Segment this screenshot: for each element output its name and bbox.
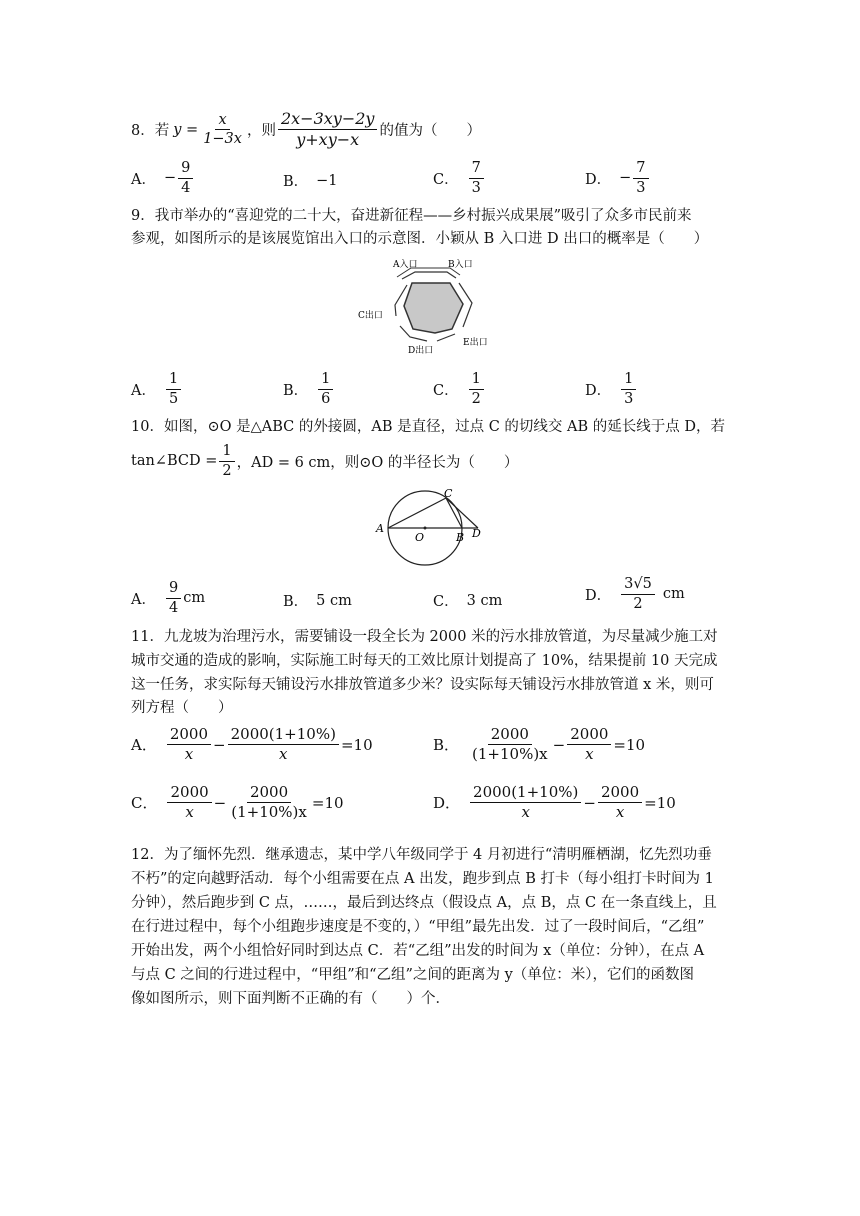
fig-label-c: C <box>444 488 453 500</box>
q12-line-1: 12．为了缅怀先烈．继承遗志，某中学八年级同学于 4 月初进行“清明雁栖湖，忆先烈功垂 <box>131 847 712 863</box>
q12-line-4: 在行进过程中，每个小组跑步速度是不变的，）“甲组”最先出发．过了一段时间后，“乙组” <box>131 919 705 935</box>
q11-line-2: 城市交通的造成的影响，实际施工时每天的工效比原计划提高了 10%，结果提前 10 天完成 <box>131 653 718 669</box>
q11-option-c[interactable]: C． $\frac{2000}{x}$ − $\frac{2000}{(1+10\%)x}$ =10 <box>131 783 344 822</box>
fig-label-d: D <box>472 527 481 540</box>
q8-y-eq: y = <box>173 121 199 138</box>
q8-option-c[interactable]: C． $\frac{7}{3}$ <box>433 160 486 196</box>
q10-line-1: 10．如图，⊙O 是△ABC 的外接圆，AB 是直径，过点 C 的切线交 AB 的延长线于点 D，若 <box>131 419 725 435</box>
q10-line-2: tan∠BCD = $\frac{1}{2}$ ，AD = 6 cm，则⊙O 的半径长为（ ） <box>131 443 519 479</box>
fig-label-o: O <box>415 531 425 544</box>
q12-line-3: 分钟），然后跑步到 C 点，……，最后到达终点（假设点 A，点 B，点 C 在一条直线上，且 <box>131 895 717 911</box>
q9-line-2: 参观，如图所示的是该展览馆出入口的示意图．小颖从 B 入口进 D 出口的概率是（ ） <box>131 231 709 247</box>
q11-line-4: 列方程（ ） <box>131 700 233 716</box>
fig-label-b: B <box>456 531 465 544</box>
circle-figure <box>370 488 490 568</box>
q11-option-d[interactable]: D． $\frac{2000(1+10\%)}{x}$ − $\frac{2000}{x}$ =10 <box>433 783 676 822</box>
q9-line-1: 9．我市举办的“喜迎党的二十大，奋进新征程——乡村振兴成果展”吸引了众多市民前来 <box>131 208 692 224</box>
q11-option-b[interactable]: B． $\frac{2000}{(1+10\%)x}$ − $\frac{2000}{x}$ =10 <box>433 725 646 764</box>
q11-line-1: 11．九龙坡为治理污水，需要铺设一段全长为 2000 米的污水排放管道，为尽量减少施工对 <box>131 629 718 645</box>
q9-option-d[interactable]: D． $\frac{1}{3}$ <box>585 371 638 407</box>
q12-line-5: 开始出发，两个小组恰好同时到达点 C．若“乙组”出发的时间为 x（单位：分钟），在点 A <box>131 943 705 959</box>
q8-mid: ，则 <box>246 123 276 140</box>
q8-tail: 的值为（ ） <box>379 123 481 140</box>
q10-option-a[interactable]: A． $\frac{9}{4}$ cm <box>131 580 206 616</box>
q10-option-d[interactable]: D． $\frac{3√5}{2}$ cm <box>585 576 685 612</box>
fig-label-c: C出口 <box>358 311 383 321</box>
q8-stem <box>131 110 481 150</box>
q10-option-c[interactable]: C． 3 cm <box>433 592 503 610</box>
q11-option-a[interactable]: A． $\frac{2000}{x}$ − $\frac{2000(1+10\%)}{x}$ =10 <box>131 725 373 764</box>
q9-option-a[interactable]: A． $\frac{1}{5}$ <box>131 371 183 407</box>
q12-line-6: 与点 C 之间的行进过程中，“甲组”和“乙组”之间的距离为 y（单位：米），它们的函数图 <box>131 967 695 983</box>
q8-number: 8．若 <box>131 123 170 140</box>
fig-label-a: A <box>376 522 384 535</box>
q8-frac-2: $\frac{2x-3xy-2y}{y+xy-x}$ <box>278 110 377 150</box>
q12-line-7: 像如图所示，则下面判断不正确的有（ ）个． <box>131 991 450 1007</box>
exhibition-hall-figure <box>355 255 505 360</box>
q12-line-2: 不朽”的定向越野活动．每个小组需要在点 A 出发，跑步到点 B 打卡（每小组打卡时间为 1 <box>131 871 714 887</box>
q8-option-a[interactable]: A． − $\frac{9}{4}$ <box>131 160 195 196</box>
fig-label-e: E出口 <box>463 338 488 348</box>
q8-frac-1: $\frac{x}{1-3x}$ <box>203 111 242 148</box>
fig-label-a: A入口 <box>393 260 418 270</box>
fig-label-b: B入口 <box>448 260 473 270</box>
q10-option-b[interactable]: B． 5 cm <box>283 592 352 610</box>
fig-label-d: D出口 <box>408 346 434 356</box>
q8-option-d[interactable]: D． − $\frac{7}{3}$ <box>585 160 651 196</box>
q11-line-3: 这一任务，求实际每天铺设污水排放管道多少米？设实际每天铺设污水排放管道 x 米，则可 <box>131 677 714 693</box>
q9-option-b[interactable]: B． $\frac{1}{6}$ <box>283 371 335 407</box>
q9-option-c[interactable]: C． $\frac{1}{2}$ <box>433 371 486 407</box>
q8-option-b[interactable]: B． −1 <box>283 172 338 190</box>
